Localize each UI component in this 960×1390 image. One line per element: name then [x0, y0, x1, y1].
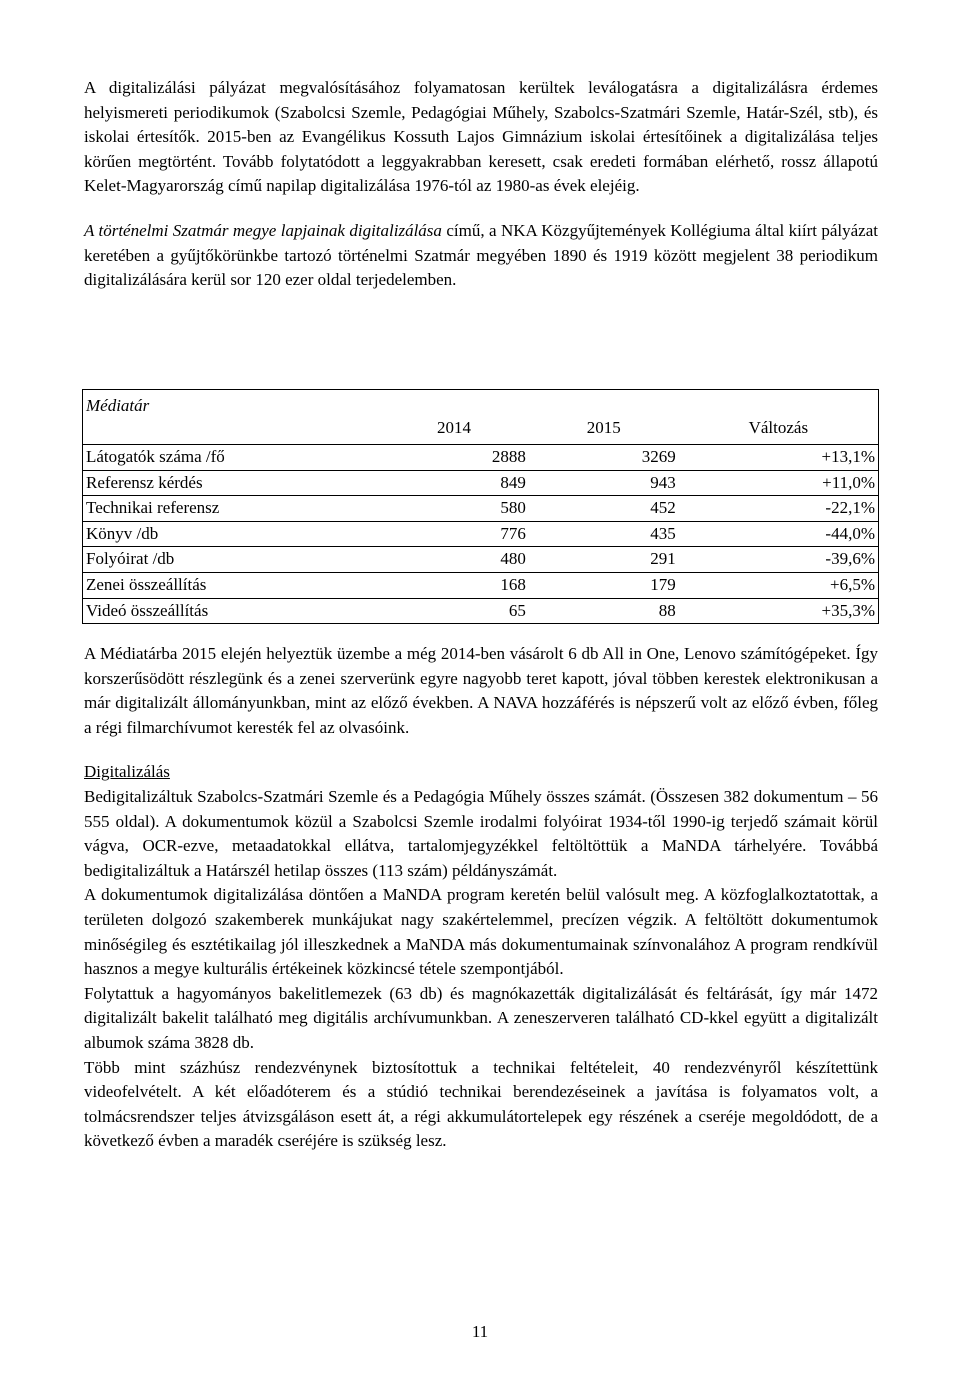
table-row: [83, 598, 879, 624]
row-value-2014: 776: [379, 521, 529, 547]
row-value-2015: 943: [529, 470, 679, 496]
row-label: Folyóirat /db: [83, 547, 380, 573]
table-row: [83, 521, 879, 547]
project-title: A történelmi Szatmár megye lapjainak digitalizálása: [84, 220, 442, 240]
row-value-2015: 435: [529, 521, 679, 547]
intro-section: [84, 76, 878, 293]
row-change: +13,1%: [679, 445, 879, 471]
row-value-2015: 452: [529, 496, 679, 522]
table-header-change: Változás: [679, 390, 879, 445]
page-number: 11: [471, 1322, 489, 1341]
row-label: Zenei összeállítás: [83, 572, 380, 598]
row-value-2015: 88: [529, 598, 679, 624]
table-header-2014: 2014: [379, 390, 529, 445]
intro-paragraph-2-text: című, a NKA Közgyűjtemények Kollégiuma által kiírt pályázat keretében a gyűjtőkörünkbe tartozó történelmi Szatmár megyében 1890 és 1919 között megjelent 38 periodikum digitalizálására kerül sor 120 ezer oldal terjedelemben.: [84, 220, 878, 290]
table-row: [83, 470, 879, 496]
row-label: Technikai referensz: [83, 496, 380, 522]
mediatar-table: [82, 389, 879, 624]
row-label: Referensz kérdés: [83, 470, 380, 496]
table-header-2015: 2015: [529, 390, 679, 445]
row-label: Látogatók száma /fő: [83, 445, 380, 471]
row-value-2014: 480: [379, 547, 529, 573]
row-value-2015: 179: [529, 572, 679, 598]
table-row: [83, 445, 879, 471]
row-value-2014: 2888: [379, 445, 529, 471]
row-label: Könyv /db: [83, 521, 380, 547]
mediatar-paragraph: A Médiatárba 2015 elején helyeztük üzembe a még 2014-ben vásárolt 6 db All in One, Lenovo számítógépeket. Így korszerűsödött részlegünk és a zenei szerverünk egyre nagyobb teret kapott, jóval többen kerestek elektronikusan a már digitalizált állományunkban, mint az előző években. A NAVA hozzáférés is népszerű volt az előző évben, főleg a régi filmarchívumot keresték fel az olvasóink.: [84, 644, 878, 737]
row-label: Videó összeállítás: [83, 598, 380, 624]
after-table-section: [84, 642, 878, 1154]
events-paragraph: Több mint százhúsz rendezvénynek biztosítottuk a technikai feltételeit, 40 rendezvényről készítettünk videofelvételt. A két előadóterem és a stúdió technikai berendezéseinek a javítása is folyamatos volt, a tolmácsrendszer teljes átvizsgáláson esett át, a régi akkumulátortelepek egy részének a cseréje megoldódott, de a következő évben a maradék cseréjére is szükség lesz.: [84, 1057, 878, 1151]
row-value-2014: 168: [379, 572, 529, 598]
table-header-label: Médiatár: [83, 390, 380, 445]
row-change: +11,0%: [679, 470, 879, 496]
intro-paragraph-2: [84, 219, 878, 293]
digitalization-paragraph-2: A dokumentumok digitalizálása döntően a MaNDA program keretén belül valósult meg. A közfoglalkoztatottak, a területen dolgozó szakemberek munkájukat nagy szakértelemmel, precízen végzik. A feltöltött dokumentumok minőségileg és esztétikailag jól illeszkednek a MaNDA más dokumentumainak színvonalához A program rendkívül hasznos a megye kulturális értékeinek közkincsé tétele szempontjából.: [84, 885, 878, 979]
table-row: [83, 496, 879, 522]
intro-paragraph-1: A digitalizálási pályázat megvalósításához folyamatosan kerültek leválogatásra a digitalizálásra érdemes helyismereti periodikumok (Szabolcsi Szemle, Pedagógiai Műhely, Szabolcs-Szatmári Szemle, Határ-Szél, stb), és iskolai értesítők. 2015-ben az Evangélikus Kossuth Lajos Gimnázium iskolai értesítőinek a digitalizálása teljes körűen megtörtént. Tovább folytatódott a leggyakrabban keresett, csak eredeti formában elérhető, rossz állapotú Kelet-Magyarország című napilap digitalizálása 1976-tól az 1980-as évek elejéig.: [84, 78, 878, 196]
table-row: [83, 572, 879, 598]
row-value-2014: 849: [379, 470, 529, 496]
row-change: -44,0%: [679, 521, 879, 547]
row-value-2015: 291: [529, 547, 679, 573]
row-change: -39,6%: [679, 547, 879, 573]
table-header-row: [83, 390, 879, 445]
row-value-2014: 65: [379, 598, 529, 624]
row-value-2015: 3269: [529, 445, 679, 471]
digitalization-paragraph-3: Folytattuk a hagyományos bakelitlemezek (63 db) és magnókazetták digitalizálását és feltárását, így már 1472 digitalizált bakelit található meg digitális archívumunkban. A zeneszerveren található CD-kkel együtt a digitalizált albumok száma 3828 db.: [84, 983, 878, 1052]
row-value-2014: 580: [379, 496, 529, 522]
row-change: +6,5%: [679, 572, 879, 598]
digitalization-heading: Digitalizálás: [84, 762, 170, 782]
table-row: [83, 547, 879, 573]
row-change: +35,3%: [679, 598, 879, 624]
digitalization-paragraph-1: Bedigitalizáltuk Szabolcs-Szatmári Szemle és a Pedagógia Műhely összes számát. (Összesen 382 dokumentum – 56 555 oldal). A dokumentumok közül a Szabolcsi Szemle irodalmi folyóirat 1934-től 1990-ig terjedő számait körül vágva, OCR-ezve, metaadatokkal ellátva, tartalomjegyzékkel feltöltöttük a MaNDA tárhelyére. Továbbá bedigitalizáltuk a Határszél hetilap összes (113 szám) példányszámát.: [84, 786, 878, 880]
row-change: -22,1%: [679, 496, 879, 522]
